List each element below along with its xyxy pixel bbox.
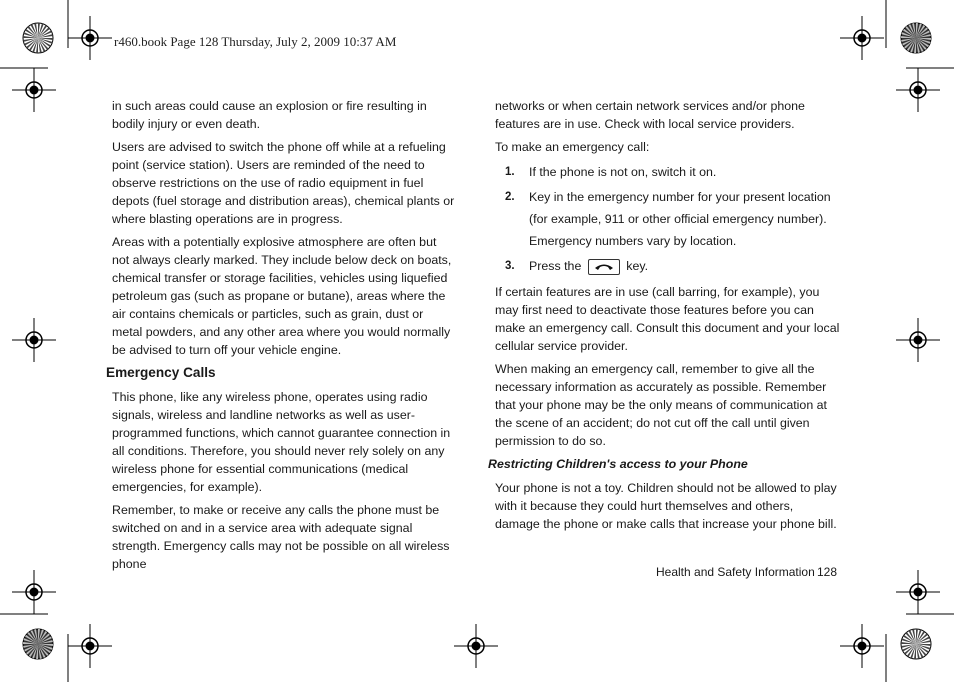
page-number: 128 (817, 565, 838, 579)
paragraph: Your phone is not a toy. Children should not be allowed to play with it because they could hurt themselves and others, damage the phone or make calls that increase your phone bill. (495, 481, 837, 531)
subsection-heading: Restricting Children's access to your Phone (488, 457, 748, 471)
list-item (495, 161, 840, 183)
paragraph: Users are advised to switch the phone off while at a refueling point (service station). Users are reminded of the need to observe restrictions on the use of radio equipment in fuel depots (fuel storage and distribution areas), chemical plants or where blasting operations are in progress. (112, 140, 455, 226)
star-target-mark (23, 629, 53, 659)
paragraph: Areas with a potentially explosive atmosphere are often but not always clearly marked. They include below deck on boats, chemical transfer or storage facilities, vehicles using liquefied petroleum gas (such as propane or butane), areas where the air contains chemicals or particles, such as grain, dust or metal powders, and any other area where you would normally be advised to turn off your vehicle engine. (112, 235, 452, 357)
step-number: 3. (505, 260, 515, 272)
registration-mark (896, 570, 940, 614)
paragraph: To make an emergency call: (495, 140, 650, 154)
paragraph: networks or when certain network services and/or phone features are in use. Check with local service providers. (495, 99, 805, 131)
step-text: Press the (529, 259, 582, 273)
step-text: key. (626, 259, 649, 273)
star-target-mark (23, 23, 53, 53)
star-target-mark (901, 23, 931, 53)
registration-mark (12, 68, 56, 112)
paragraph: in such areas could cause an explosion or fire resulting in bodily injury or even death. (112, 99, 427, 131)
step-list (495, 161, 840, 277)
step-text: Key in the emergency number for your present location (for example, 911 or other official emergency number). Emergency numbers vary by location. (529, 190, 831, 248)
footer-section-title: Health and Safety Information (656, 565, 815, 579)
left-column (106, 97, 457, 578)
registration-mark (896, 68, 940, 112)
right-column (488, 97, 840, 538)
star-target-mark (901, 629, 931, 659)
registration-mark (12, 318, 56, 362)
registration-mark (68, 624, 112, 668)
registration-mark (840, 624, 884, 668)
section-heading: Emergency Calls (106, 365, 216, 380)
registration-mark (840, 16, 884, 60)
paragraph: Remember, to make or receive any calls the phone must be switched on and in a service area with adequate signal strength. Emergency calls may not be possible on all wireless phone (112, 503, 450, 571)
step-text: If the phone is not on, switch it on. (529, 165, 717, 179)
registration-mark (896, 318, 940, 362)
registration-mark (454, 624, 498, 668)
paragraph: If certain features are in use (call barring, for example), you may first need to deactivate those features before you can make an emergency call. Consult this document and your local cellular service provider. (495, 285, 840, 353)
paragraph: When making an emergency call, remember to give all the necessary information as accurately as possible. Remember that your phone may be the only means of communication at the scene of an accident; do not cut off the call until given permission to do so. (495, 362, 827, 448)
list-item (495, 186, 840, 252)
send-key-icon (588, 259, 620, 275)
step-number: 2. (505, 191, 515, 203)
registration-mark (68, 16, 112, 60)
step-number: 1. (505, 166, 515, 178)
paragraph: This phone, like any wireless phone, operates using radio signals, wireless and landline networks as well as user-programmed functions, which cannot guarantee connection in all conditions. Therefore, you should never rely solely on any wireless phone for essential communications (medical emergencies, for example). (112, 390, 451, 494)
registration-mark (12, 570, 56, 614)
list-item (495, 255, 840, 277)
print-slug: r460.book Page 128 Thursday, July 2, 2009 10:37 AM (114, 34, 397, 49)
